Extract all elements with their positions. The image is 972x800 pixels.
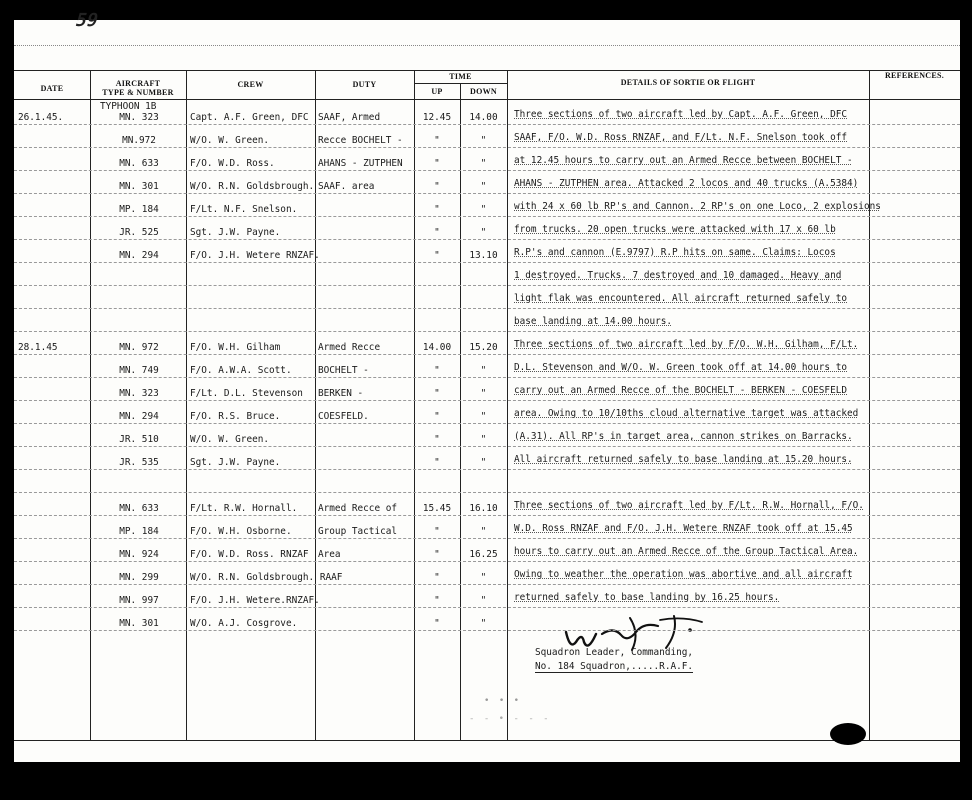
cell-down: ": [480, 365, 487, 376]
cell-down: ": [480, 572, 487, 583]
top-rule: [14, 45, 960, 46]
cell-aircraft: MN. 749: [119, 365, 159, 376]
bottom-rule: [14, 740, 960, 741]
row-rule: [14, 607, 960, 608]
cell-details: All aircraft returned safely to base landing at 15.20 hours.: [514, 454, 853, 465]
cell-up: ": [434, 434, 440, 445]
cell-aircraft: MN. 633: [119, 503, 159, 514]
cell-details: hours to carry out an Armed Recce of the Group Tactical Area.: [514, 546, 859, 557]
row-rule: [14, 584, 960, 585]
cell-up: 12.45: [422, 112, 452, 123]
cell-aircraft: MN. 997: [119, 595, 159, 606]
cell-duty: Recce BOCHELT -: [318, 135, 403, 146]
row-rule: [14, 446, 960, 447]
cell-aircraft: MN. 301: [119, 181, 159, 192]
cell-aircraft: MN. 299: [119, 572, 159, 583]
cell-aircraft: JR. 535: [119, 457, 159, 468]
cell-down: ": [480, 158, 487, 169]
cell-details: Three sections of two aircraft led by F/Lt. R.W. Hornall, F/O.: [514, 500, 864, 511]
cell-details: at 12.45 hours to carry out an Armed Recce between BOCHELT -: [514, 155, 853, 166]
cell-crew: Sgt. J.W. Payne.: [190, 457, 281, 468]
cell-duty: SAAF. area: [318, 181, 375, 192]
cell-crew: F/O. R.S. Bruce.: [190, 411, 281, 422]
page-number: 59: [73, 10, 101, 31]
cell-details: R.P's and cannon (E.9797) R.P hits on same. Claims: Locos: [514, 247, 836, 258]
header-down: DOWN: [470, 87, 497, 96]
row-rule: [14, 262, 960, 263]
cell-down: 14.00: [469, 112, 498, 123]
cell-crew: W/O. W. Green.: [190, 135, 270, 146]
cell-crew: F/O. A.W.A. Scott.: [190, 365, 292, 376]
cell-up: ": [434, 595, 440, 606]
cell-up: ": [434, 227, 440, 238]
row-rule: [14, 193, 960, 194]
aircraft-type-label: TYPHOON 1B: [100, 101, 157, 112]
cell-details: Three sections of two aircraft led by F/O. W.H. Gilham, F/Lt.: [514, 339, 859, 350]
cell-crew: F/Lt. N.F. Snelson.: [190, 204, 298, 215]
cell-crew: W/O. R.N. Goldsbrough.: [190, 181, 315, 192]
cell-crew: W/O. R.N. Goldsbrough. RAAF: [190, 572, 343, 583]
cell-up: 14.00: [422, 342, 452, 353]
cell-crew: F/O. W.D. Ross. RNZAF: [190, 549, 309, 560]
cell-up: ": [434, 388, 440, 399]
cell-up: ": [434, 411, 440, 422]
cell-details: AHANS - ZUTPHEN area. Attacked 2 locos and 40 trucks (A.5384): [514, 178, 859, 189]
cell-up: ": [434, 250, 440, 261]
row-rule: [14, 538, 960, 539]
cell-up: ": [434, 457, 440, 468]
cell-details: light flak was encountered. All aircraft returned safely to: [514, 293, 848, 304]
cell-down: 16.25: [469, 549, 498, 560]
faint-footer-mark-2: - - • - - -: [469, 714, 551, 724]
row-rule: [14, 239, 960, 240]
cell-up: ": [434, 181, 440, 192]
row-rule: [14, 354, 960, 355]
cell-aircraft: MP. 184: [119, 204, 159, 215]
cell-crew: F/Lt. R.W. Hornall.: [190, 503, 298, 514]
cell-crew: F/O. W.D. Ross.: [190, 158, 275, 169]
cell-up: ": [434, 526, 440, 537]
cell-duty: BOCHELT -: [318, 365, 369, 376]
faint-footer-mark: • • •: [484, 696, 522, 706]
row-rule: [14, 331, 960, 332]
cell-down: ": [480, 457, 487, 468]
header-date: DATE: [40, 84, 64, 93]
cell-crew: W/O. W. Green.: [190, 434, 270, 445]
cell-crew: Sgt. J.W. Payne.: [190, 227, 281, 238]
row-rule: [14, 423, 960, 424]
cell-duty: SAAF, Armed: [318, 112, 381, 123]
cell-down: ": [480, 181, 487, 192]
row-rule: [14, 630, 960, 631]
header-references: REFERENCES.: [884, 71, 945, 80]
cell-aircraft: MN. 294: [119, 250, 159, 261]
cell-details: returned safely to base landing by 16.25 hours.: [514, 592, 780, 603]
cell-aircraft: MN. 924: [119, 549, 159, 560]
cell-duty: COESFELD.: [318, 411, 369, 422]
cell-duty: Area: [318, 549, 341, 560]
cell-up: ": [434, 158, 440, 169]
cell-up: ": [434, 549, 440, 560]
cell-crew: F/O. J.H. Wetere RNZAF.: [190, 250, 320, 261]
cell-crew: F/Lt. D.L. Stevenson: [190, 388, 303, 399]
cell-details: 1 destroyed. Trucks. 7 destroyed and 10 damaged. Heavy and: [514, 270, 842, 281]
cell-duty: Armed Recce of: [318, 503, 398, 514]
cell-duty: Group Tactical: [318, 526, 398, 537]
cell-details: (A.31). All RP's in target area, cannon strikes on Barracks.: [514, 431, 853, 442]
cell-down: ": [480, 526, 487, 537]
cell-details: W.D. Ross RNZAF and F/O. J.H. Wetere RNZAF took off at 15.45: [514, 523, 853, 534]
cell-up: ": [434, 572, 440, 583]
cell-aircraft: MN. 972: [119, 342, 159, 353]
row-rule: [14, 216, 960, 217]
cell-down: ": [480, 618, 487, 629]
header-details: DETAILS OF SORTIE OR FLIGHT: [620, 78, 756, 87]
signature-squadron: No. 184 Squadron,.....R.A.F.: [535, 661, 694, 672]
cell-down: ": [480, 204, 487, 215]
cell-crew: Capt. A.F. Green, DFC: [190, 112, 309, 123]
cell-up: ": [434, 135, 440, 146]
cell-date: 26.1.45.: [18, 112, 64, 123]
cell-aircraft: MN. 301: [119, 618, 159, 629]
cell-up: 15.45: [422, 503, 452, 514]
cell-down: 15.20: [469, 342, 498, 353]
cell-up: ": [434, 204, 440, 215]
cell-aircraft: MP. 184: [119, 526, 159, 537]
cell-aircraft: MN. 323: [119, 112, 159, 123]
header-top-line: [14, 70, 960, 71]
cell-details: from trucks. 20 open trucks were attacked with 17 x 60 lb: [514, 224, 836, 235]
cell-down: 16.10: [469, 503, 498, 514]
cell-up: ": [434, 365, 440, 376]
cell-duty: BERKEN -: [318, 388, 364, 399]
record-sheet: [14, 10, 960, 762]
cell-details: Three sections of two aircraft led by Capt. A.F. Green, DFC: [514, 109, 848, 120]
cell-down: ": [480, 227, 487, 238]
row-rule: [14, 124, 960, 125]
cell-aircraft: MN. 633: [119, 158, 159, 169]
cell-duty: AHANS - ZUTPHEN: [318, 158, 403, 169]
row-rule: [14, 492, 960, 493]
cell-aircraft: JR. 525: [119, 227, 159, 238]
row-rule: [14, 147, 960, 148]
cell-crew: F/O. W.H. Gilham: [190, 342, 281, 353]
cell-details: carry out an Armed Recce of the BOCHELT - BERKEN - COESFELD: [514, 385, 848, 396]
row-rule: [14, 561, 960, 562]
header-crew: CREW: [237, 80, 264, 89]
signature-title: Squadron Leader, Commanding,: [535, 647, 694, 658]
header-duty: DUTY: [352, 80, 377, 89]
cell-down: 13.10: [469, 250, 498, 261]
cell-duty: Armed Recce: [318, 342, 381, 353]
cell-aircraft: JR. 510: [119, 434, 159, 445]
cell-date: 28.1.45: [18, 342, 58, 353]
row-rule: [14, 170, 960, 171]
header-up: UP: [431, 87, 443, 96]
cell-details: base landing at 14.00 hours.: [514, 316, 673, 327]
cell-details: area. Owing to 10/10ths cloud alternative target was attacked: [514, 408, 859, 419]
row-rule: [14, 285, 960, 286]
cell-details: Owing to weather the operation was abortive and all aircraft: [514, 569, 853, 580]
header-aircraft: AIRCRAFT: [115, 79, 161, 88]
cell-crew: W/O. A.J. Cosgrove.: [190, 618, 298, 629]
cell-details: SAAF, F/O. W.D. Ross RNZAF, and F/Lt. N.F. Snelson took off: [514, 132, 848, 143]
cell-up: ": [434, 618, 440, 629]
row-rule: [14, 400, 960, 401]
header-time: TIME: [449, 72, 472, 81]
cell-down: ": [480, 411, 487, 422]
header-bottom-line: [14, 99, 960, 100]
cell-aircraft: MN. 323: [119, 388, 159, 399]
row-rule: [14, 515, 960, 516]
header-type-number: TYPE & NUMBER: [102, 88, 174, 97]
cell-crew: F/O. W.H. Osborne.: [190, 526, 292, 537]
cell-details: D.L. Stevenson and W/O. W. Green took off at 14.00 hours to: [514, 362, 848, 373]
cell-down: ": [480, 135, 487, 146]
punch-hole: [830, 723, 866, 745]
cell-details: with 24 x 60 lb RP's and Cannon. 2 RP's on one Loco, 2 explosions: [514, 201, 881, 212]
row-rule: [14, 308, 960, 309]
cell-aircraft: MN. 294: [119, 411, 159, 422]
cell-aircraft: MN.972: [122, 135, 156, 146]
cell-crew: F/O. J.H. Wetere.RNZAF.: [190, 595, 320, 606]
cell-down: ": [480, 434, 487, 445]
row-rule: [14, 377, 960, 378]
row-rule: [14, 469, 960, 470]
cell-down: ": [480, 595, 487, 606]
cell-down: ": [480, 388, 487, 399]
